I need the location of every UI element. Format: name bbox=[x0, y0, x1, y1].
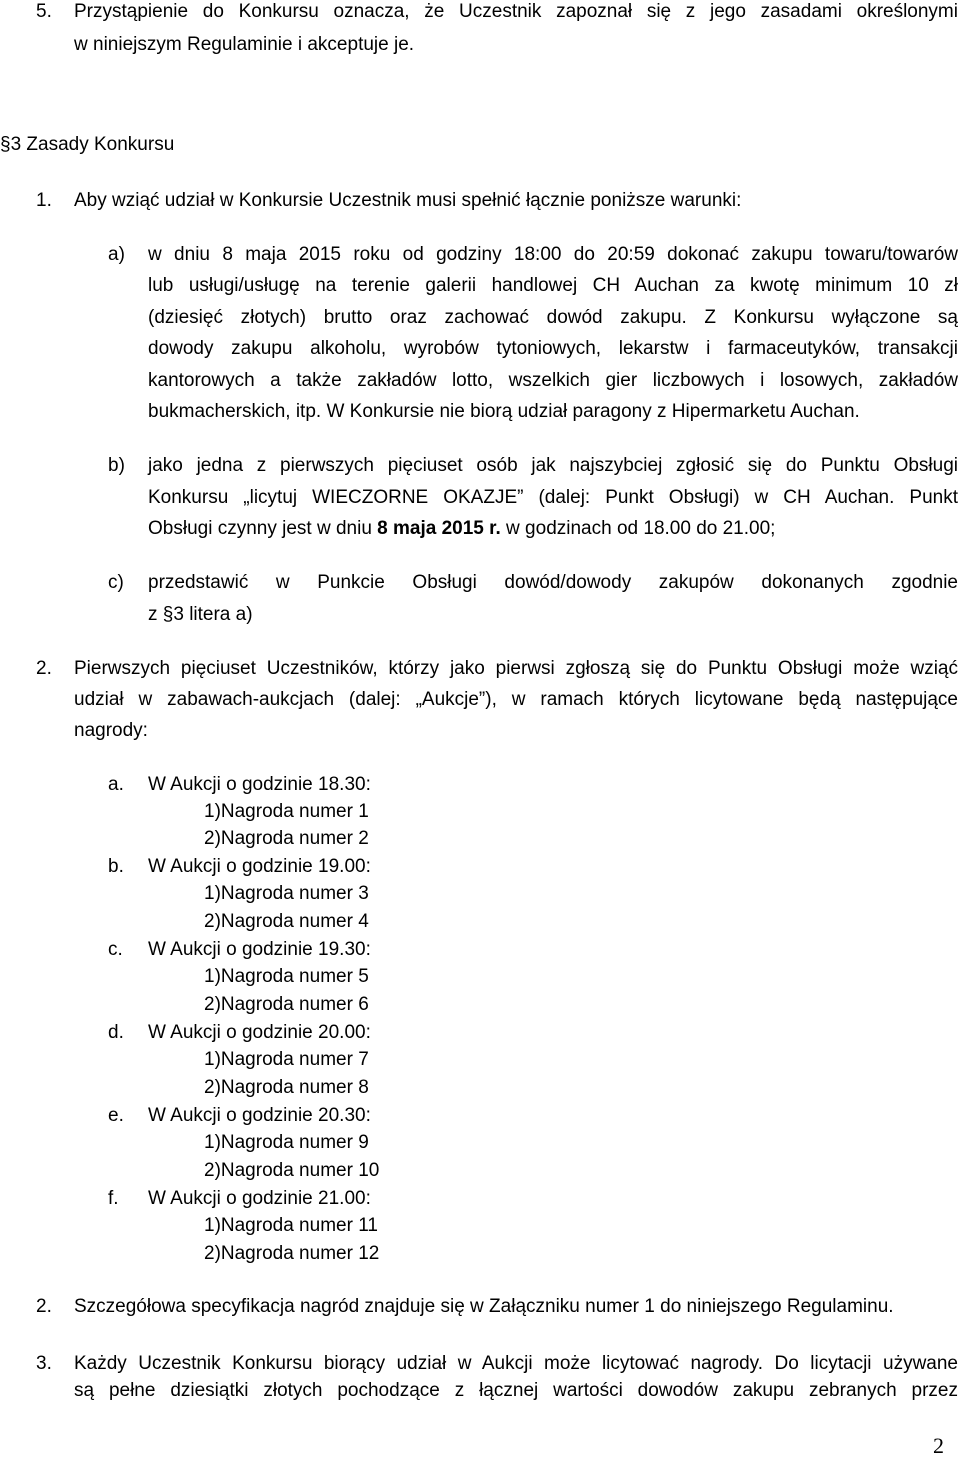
list-number: 3. bbox=[36, 1353, 52, 1374]
prize-item: 2)Nagroda numer 4 bbox=[204, 911, 369, 932]
paragraph-line: (dziesięć złotych) brutto oraz zachować dowód zakupu. Z Konkursu wyłączone są bbox=[148, 307, 958, 328]
sub-item-label: a) bbox=[108, 244, 125, 265]
auction-label: f. bbox=[108, 1188, 119, 1209]
paragraph-line: bukmacherskich, itp. W Konkursie nie biorą udział paragony z Hipermarketu Auchan. bbox=[148, 401, 860, 422]
prize-item: 1)Nagroda numer 7 bbox=[204, 1049, 369, 1070]
paragraph-line: w dniu 8 maja 2015 roku od godziny 18:00 do 20:59 dokonać zakupu towaru/towarów bbox=[148, 244, 958, 265]
auction-text: W Aukcji o godzinie 19.00: bbox=[148, 856, 371, 877]
auction-text: W Aukcji o godzinie 21.00: bbox=[148, 1188, 371, 1209]
prize-item: 1)Nagroda numer 11 bbox=[204, 1215, 378, 1236]
page-number: 2 bbox=[933, 1433, 944, 1458]
auction-label: c. bbox=[108, 939, 123, 960]
auction-label: b. bbox=[108, 856, 124, 877]
paragraph-line: nagrody: bbox=[74, 720, 148, 741]
paragraph-line: dowody zakupu alkoholu, wyrobów tytoniowych, lekarstw i farmaceutyków, transakcji bbox=[148, 338, 958, 359]
paragraph-line bbox=[148, 515, 958, 543]
text-run: Obsługi czynny jest w dniu bbox=[148, 518, 378, 539]
paragraph-line: jako jedna z pierwszych pięciuset osób jak najszybciej zgłosić się do Punktu Obsługi bbox=[148, 455, 958, 476]
list-number: 1. bbox=[36, 190, 52, 211]
auction-label: e. bbox=[108, 1105, 124, 1126]
prize-item: 1)Nagroda numer 1 bbox=[204, 801, 369, 822]
paragraph-line: lub usługi/usługę na terenie galerii handlowej CH Auchan za kwotę minimum 10 zł bbox=[148, 275, 958, 296]
paragraph-line: w niniejszym Regulaminie i akceptuje je. bbox=[74, 34, 415, 55]
paragraph-line: Pierwszych pięciuset Uczestników, którzy jako pierwsi zgłoszą się do Punktu Obsługi może wziąć bbox=[74, 658, 958, 679]
paragraph-line: Aby wziąć udział w Konkursie Uczestnik musi spełnić łącznie poniższe warunki: bbox=[74, 190, 742, 211]
paragraph-line: Konkursu „licytuj WIECZORNE OKAZJE” (dalej: Punkt Obsługi) w CH Auchan. Punkt bbox=[148, 487, 958, 508]
auction-text: W Aukcji o godzinie 20.00: bbox=[148, 1022, 371, 1043]
prize-item: 2)Nagroda numer 2 bbox=[204, 828, 369, 849]
paragraph-line: Każdy Uczestnik Konkursu biorący udział w Aukcji może licytować nagrody. Do licytacji używane bbox=[74, 1353, 958, 1374]
auction-label: a. bbox=[108, 774, 124, 795]
paragraph-line: udział w zabawach-aukcjach (dalej: „Aukcje”), w ramach których licytowane będą następujące bbox=[74, 689, 958, 710]
list-number: 2. bbox=[36, 1296, 52, 1317]
prize-item: 2)Nagroda numer 12 bbox=[204, 1243, 380, 1264]
prize-item: 2)Nagroda numer 8 bbox=[204, 1077, 369, 1098]
paragraph-line: Przystąpienie do Konkursu oznacza, że Uczestnik zapoznał się z jego zasadami określonymi bbox=[74, 1, 958, 22]
prize-item: 1)Nagroda numer 9 bbox=[204, 1132, 369, 1153]
prize-item: 2)Nagroda numer 10 bbox=[204, 1160, 380, 1181]
paragraph-line: Szczegółowa specyfikacja nagród znajduje się w Załączniku numer 1 do niniejszego Regulaminu. bbox=[74, 1296, 894, 1317]
prize-item: 1)Nagroda numer 3 bbox=[204, 883, 369, 904]
paragraph-line: z §3 litera a) bbox=[148, 604, 253, 625]
auction-text: W Aukcji o godzinie 20.30: bbox=[148, 1105, 371, 1126]
text-run: w godzinach od 18.00 do 21.00; bbox=[500, 518, 776, 539]
section-heading: §3 Zasady Konkursu bbox=[0, 134, 175, 155]
prize-item: 2)Nagroda numer 6 bbox=[204, 994, 369, 1015]
auction-text: W Aukcji o godzinie 19.30: bbox=[148, 939, 371, 960]
prize-item: 1)Nagroda numer 5 bbox=[204, 966, 369, 987]
list-number: 2. bbox=[36, 658, 52, 679]
list-number: 5. bbox=[36, 1, 52, 22]
auction-label: d. bbox=[108, 1022, 124, 1043]
sub-item-label: c) bbox=[108, 572, 124, 593]
paragraph-line: są pełne dziesiątki złotych pochodzące z łącznej wartości dowodów zakupu zebranych przez bbox=[74, 1380, 958, 1401]
bold-date: 8 maja 2015 r. bbox=[377, 518, 501, 539]
paragraph-line: kantorowych a także zakładów lotto, wszelkich gier liczbowych i losowych, zakładów bbox=[148, 370, 958, 391]
sub-item-label: b) bbox=[108, 455, 125, 476]
auction-text: W Aukcji o godzinie 18.30: bbox=[148, 774, 371, 795]
paragraph-line: przedstawić w Punkcie Obsługi dowód/dowody zakupów dokonanych zgodnie bbox=[148, 572, 958, 593]
